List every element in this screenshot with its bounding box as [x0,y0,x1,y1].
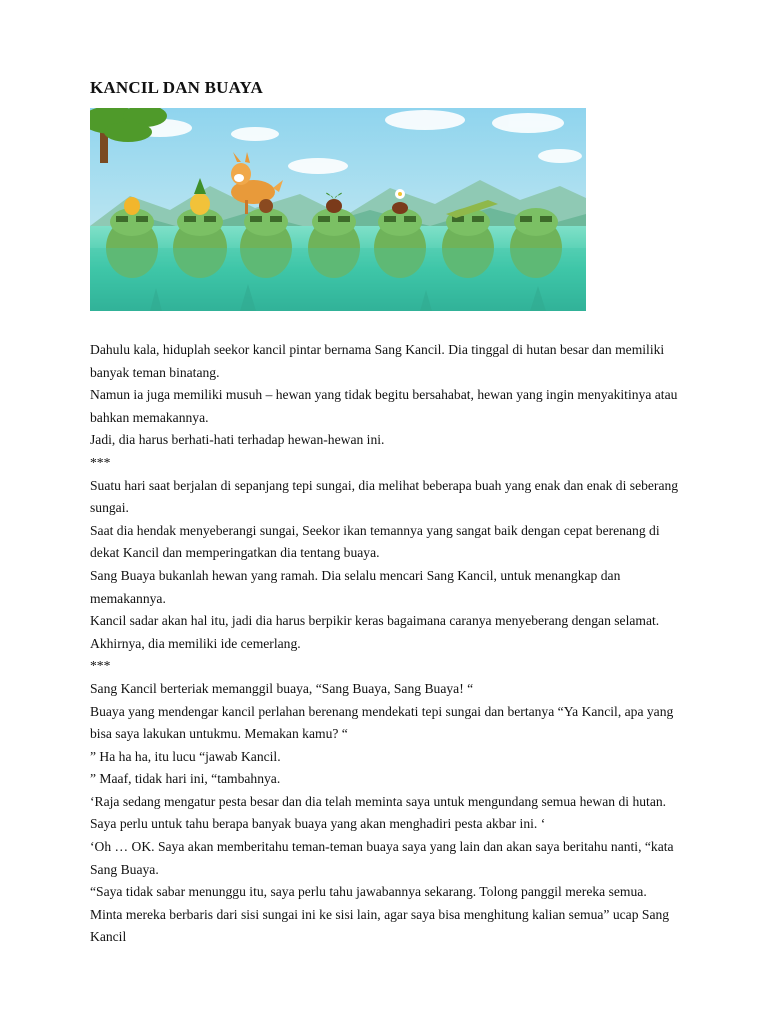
story-text [90,339,680,949]
kancil-on-crocodiles-illustration [90,108,586,311]
paragraph: Suatu hari saat berjalan di sepanjang tepi sungai, dia melihat beberapa buah yang enak dan enak di seberang sungai. [90,477,679,516]
paragraph: Sang Kancil berteriak memanggil buaya, “Sang Buaya, Sang Buaya! “ [90,680,474,696]
paragraph: ‘Oh … OK. Saya akan memberitahu teman-teman buaya saya yang lain dan akan saya beritahu nanti, “kata Sang Buaya. [90,839,674,877]
paragraph: “Saya tidak sabar menunggu itu, saya perlu tahu jawabannya sekarang. Tolong panggil mereka semua. Minta mereka berbaris dari sisi sungai ini ke sisi lain, agar saya bisa menghitung kalian semua” ucap Sang Kancil [90,884,670,945]
section-separator: *** [90,658,111,674]
paragraph: Kancil sadar akan hal itu, jadi dia harus berpikir keras bagaimana caranya menyeberang dengan selamat. Akhirnya, dia memiliki ide cemerlang. [90,613,660,651]
document-title: KANCIL DAN BUAYA [90,78,263,97]
paragraph: ‘Raja sedang mengatur pesta besar dan dia telah meminta saya untuk mengundang semua hewan di hutan. Saya perlu untuk tahu berapa banyak buaya yang akan menghadiri pesta akbar ini. ‘ [90,793,667,832]
section-separator: *** [90,454,111,470]
paragraph: ” Ha ha ha, itu lucu “jawab Kancil. [90,748,281,764]
paragraph: Saat dia hendak menyeberangi sungai, Seekor ikan temannya yang sangat baik dengan cepat berenang di dekat Kancil dan memperingatkan dia tentang buaya. [90,522,660,561]
paragraph: Jadi, dia harus berhati-hati terhadap hewan-hewan ini. [90,432,385,448]
paragraph: Buaya yang mendengar kancil perlahan berenang mendekati tepi sungai dan bertanya “Ya Kancil, apa yang bisa saya lakukan untukmu. Memakan kamu? “ [90,703,674,742]
paragraph: Dahulu kala, hiduplah seekor kancil pintar bernama Sang Kancil. Dia tinggal di hutan besar dan memiliki banyak teman binatang. [90,342,665,380]
paragraph: Namun ia juga memiliki musuh – hewan yang tidak begitu bersahabat, hewan yang ingin menyakitinya atau bahkan memakannya. [90,387,678,425]
paragraph: ” Maaf, tidak hari ini, “tambahnya. [90,771,281,787]
paragraph: Sang Buaya bukanlah hewan yang ramah. Dia selalu mencari Sang Kancil, untuk menangkap dan memakannya. [90,567,621,606]
